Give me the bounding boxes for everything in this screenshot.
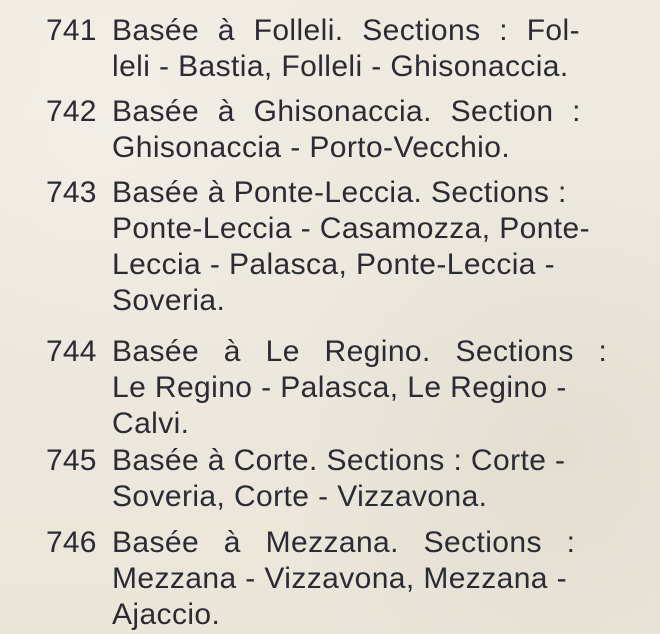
entry-line: Soveria, Corte - Vizzavona. [112,480,488,513]
entry-line: Basée à Ghisonaccia. Section : [112,95,581,128]
entry-line: Soveria. [112,284,226,317]
entry-number: 743 [46,176,97,209]
entry-line: Basée à Ponte-Leccia. Sections : [112,176,567,209]
entry-line: Basée à Corte. Sections : Corte - [112,444,566,477]
entry-line: Mezzana - Vizzavona, Mezzana - [112,562,567,595]
entry-number: 745 [46,444,97,477]
entry-line: Ponte-Leccia - Casamozza, Ponte- [112,212,591,245]
entry-line: Basée à Folleli. Sections : Fol- [112,14,580,47]
entry-line: Ajaccio. [112,598,221,631]
entry-line: Le Regino - Palasca, Le Regino - [112,371,567,404]
entry-number: 746 [46,526,97,559]
entry-line: leli - Bastia, Folleli - Ghisonaccia. [112,50,569,83]
entry-number: 741 [46,14,97,47]
entry-number: 744 [46,335,97,368]
entry-number: 742 [46,95,97,128]
entry-line: Calvi. [112,407,190,440]
entry-line: Leccia - Palasca, Ponte-Leccia - [112,248,556,281]
entry-line: Ghisonaccia - Porto-Vecchio. [112,131,511,164]
entry-line: Basée à Mezzana. Sections : [112,526,576,559]
entry-line: Basée à Le Regino. Sections : [112,335,608,368]
